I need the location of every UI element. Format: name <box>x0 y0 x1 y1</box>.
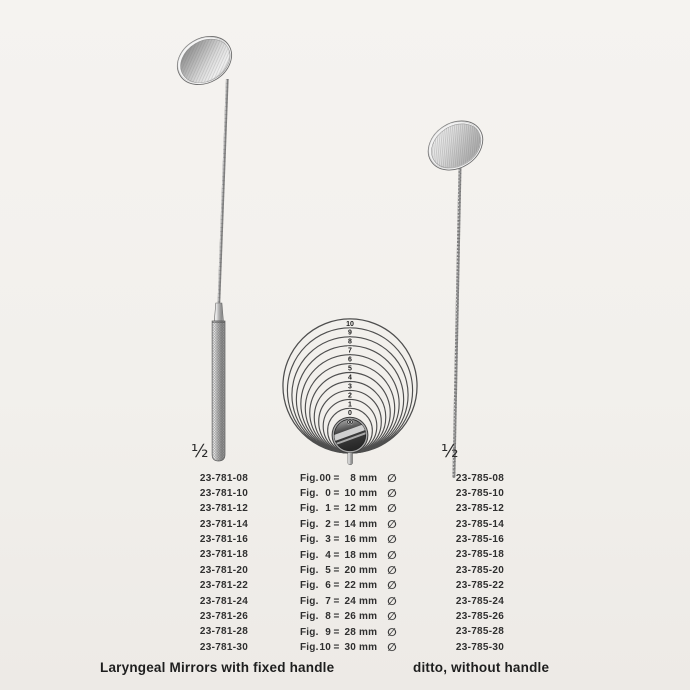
diameter-symbol: ∅ <box>387 594 397 608</box>
fig-size-row <box>300 486 410 501</box>
fig-label: Fig. <box>300 549 319 561</box>
fig-label: Fig. <box>300 534 319 546</box>
fig-number: 1 <box>325 503 331 515</box>
equals-sign: = <box>333 503 340 515</box>
equals-sign: = <box>333 472 340 484</box>
caption-without-handle: ditto, without handle <box>413 660 550 675</box>
mm-unit: mm <box>359 595 378 607</box>
mm-unit: mm <box>359 549 378 561</box>
mirror-size-diagram <box>283 319 417 465</box>
fig-label: Fig. <box>300 580 319 592</box>
handle-ferrule <box>214 303 223 321</box>
mm-unit: mm <box>359 518 378 530</box>
laryngeal-mirror-without-handle-illustration <box>419 111 492 477</box>
diameter-symbol: ∅ <box>387 640 397 654</box>
catalog-number: 23-781-20 <box>199 564 249 576</box>
fig-number: 7 <box>325 595 331 607</box>
size-label: 6 <box>348 356 352 364</box>
handle-knurling <box>212 321 225 461</box>
mm-value: 28 <box>344 626 356 638</box>
fig-number: 4 <box>325 549 331 561</box>
mm-unit: mm <box>359 534 378 546</box>
fig-label: Fig. <box>300 565 319 577</box>
fig-number: 10 <box>319 641 331 653</box>
catalog-number: 23-785-16 <box>455 534 505 546</box>
mm-value: 22 <box>344 580 356 592</box>
fig-label: Fig. <box>300 472 319 484</box>
mm-unit: mm <box>359 626 378 638</box>
diameter-symbol: ∅ <box>387 625 397 639</box>
diameter-symbol: ∅ <box>387 610 397 624</box>
diameter-symbol: ∅ <box>387 579 397 593</box>
fig-number: 6 <box>325 580 331 592</box>
equals-sign: = <box>333 488 340 500</box>
catalog-number: 23-785-10 <box>455 487 505 499</box>
size-label: 3 <box>348 383 352 391</box>
equals-sign: = <box>333 580 340 592</box>
fig-size-row <box>300 640 410 655</box>
diameter-symbol: ∅ <box>387 487 397 501</box>
equals-sign: = <box>333 641 340 653</box>
fig-number: 5 <box>325 565 331 577</box>
catalog-column-figure-sizes <box>300 471 410 656</box>
diameter-symbol: ∅ <box>387 548 397 562</box>
catalog-number: 23-785-24 <box>455 595 505 607</box>
mm-value: 8 <box>350 472 356 484</box>
mm-unit: mm <box>359 565 378 577</box>
catalog-number: 23-781-24 <box>199 595 249 607</box>
diameter-symbol: ∅ <box>387 517 397 531</box>
mm-value: 16 <box>344 534 356 546</box>
fig-number: 0 <box>325 488 331 500</box>
catalog-number: 23-781-30 <box>199 641 249 653</box>
equals-sign: = <box>333 518 340 530</box>
catalog-column-without-handle <box>430 471 530 656</box>
fig-size-row <box>300 624 410 639</box>
fig-label: Fig. <box>300 488 319 500</box>
fig-label: Fig. <box>300 641 319 653</box>
size-label: 0 <box>348 410 352 418</box>
mm-unit: mm <box>359 472 378 484</box>
catalog-column-with-handle <box>174 471 274 656</box>
catalog-number: 23-781-22 <box>199 580 249 592</box>
catalog-number: 23-781-16 <box>199 534 249 546</box>
fig-number: 3 <box>325 534 331 546</box>
fig-label: Fig. <box>300 611 319 623</box>
catalog-number: 23-785-18 <box>455 549 505 561</box>
mm-value: 24 <box>344 595 356 607</box>
fig-number: 2 <box>325 518 331 530</box>
mm-value: 18 <box>344 549 356 561</box>
equals-sign: = <box>333 626 340 638</box>
size-label-00: 00 <box>347 420 353 426</box>
catalog-number: 23-781-14 <box>199 518 249 530</box>
catalog-number: 23-781-10 <box>199 487 249 499</box>
diameter-symbol: ∅ <box>387 502 397 516</box>
size-label: 9 <box>348 329 352 337</box>
fig-size-row <box>300 471 410 486</box>
fig-size-row <box>300 501 410 516</box>
fig-size-row <box>300 578 410 593</box>
mm-value: 14 <box>344 518 356 530</box>
mm-value: 10 <box>344 488 356 500</box>
fig-size-row <box>300 594 410 609</box>
equals-sign: = <box>333 565 340 577</box>
fig-size-row <box>300 532 410 547</box>
diameter-symbol: ∅ <box>387 564 397 578</box>
catalog-number: 23-785-28 <box>455 626 505 638</box>
scale-ratio-right: ½ <box>441 441 459 462</box>
fig-size-row <box>300 609 410 624</box>
size-label: 8 <box>348 338 352 346</box>
catalog-number: 23-785-14 <box>455 518 505 530</box>
mm-value: 12 <box>344 503 356 515</box>
catalog-number: 23-785-20 <box>455 564 505 576</box>
fig-size-row <box>300 517 410 532</box>
catalog-number: 23-785-08 <box>455 472 505 484</box>
mm-unit: mm <box>359 488 378 500</box>
mirror-head <box>169 27 241 95</box>
diameter-symbol: ∅ <box>387 533 397 547</box>
scale-ratio-left: ½ <box>191 441 209 462</box>
mm-unit: mm <box>359 611 378 623</box>
size-label: 4 <box>348 374 352 382</box>
catalog-number: 23-781-18 <box>199 549 249 561</box>
catalog-number: 23-785-12 <box>455 503 505 515</box>
mm-value: 20 <box>344 565 356 577</box>
fig-label: Fig. <box>300 595 319 607</box>
fig-number: 00 <box>319 472 331 484</box>
catalog-number: 23-781-08 <box>199 472 249 484</box>
mm-unit: mm <box>359 503 378 515</box>
fig-size-row <box>300 563 410 578</box>
fig-size-row <box>300 547 410 562</box>
mirror-stem <box>348 453 353 465</box>
catalog-number: 23-781-12 <box>199 503 249 515</box>
fig-number: 8 <box>325 611 331 623</box>
equals-sign: = <box>333 595 340 607</box>
mirror-head <box>419 111 492 180</box>
fig-number: 9 <box>325 626 331 638</box>
catalog-number: 23-785-30 <box>455 641 505 653</box>
fig-label: Fig. <box>300 518 319 530</box>
fig-label: Fig. <box>300 503 319 515</box>
equals-sign: = <box>333 611 340 623</box>
mm-value: 30 <box>344 641 356 653</box>
diameter-symbol: ∅ <box>387 471 397 485</box>
size-label: 1 <box>348 401 352 409</box>
size-label: 2 <box>348 392 352 400</box>
caption-with-handle: Laryngeal Mirrors with fixed handle <box>100 660 335 675</box>
catalog-number: 23-781-26 <box>199 611 249 623</box>
laryngeal-mirror-with-handle-illustration <box>169 27 241 461</box>
mm-unit: mm <box>359 580 378 592</box>
size-label: 5 <box>348 365 352 373</box>
catalog-number: 23-785-26 <box>455 611 505 623</box>
catalog-number: 23-785-22 <box>455 580 505 592</box>
mm-value: 26 <box>344 611 356 623</box>
fig-label: Fig. <box>300 626 319 638</box>
equals-sign: = <box>333 549 340 561</box>
catalog-number: 23-781-28 <box>199 626 249 638</box>
size-label: 7 <box>348 347 352 355</box>
equals-sign: = <box>333 534 340 546</box>
size-label: 10 <box>346 320 354 328</box>
mm-unit: mm <box>359 641 378 653</box>
